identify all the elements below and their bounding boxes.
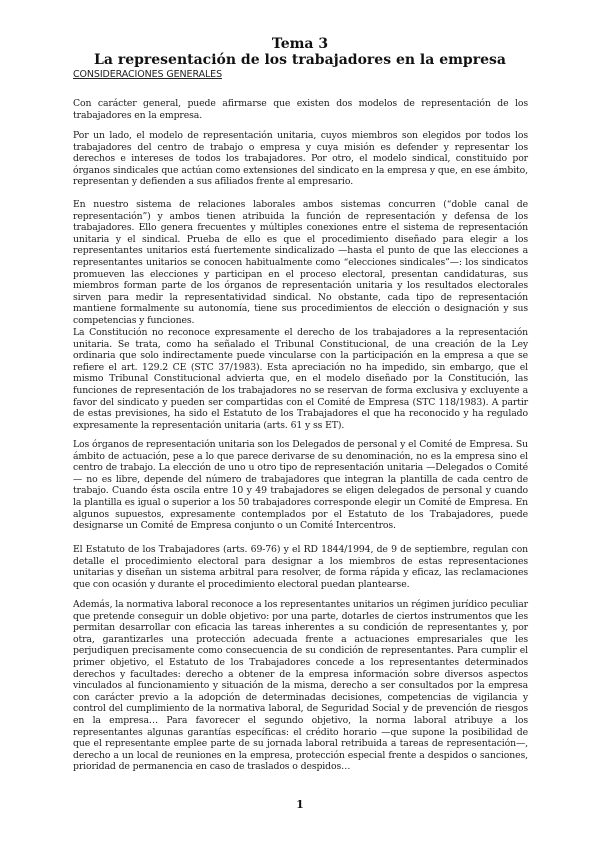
paragraph: Por un lado, el modelo de representación unitaria, cuyos miembros son elegidos por todos los trabajadores del centro de trabajo o empresa y cuya misión es defender y representar los derechos e intereses de todos los trabajadores. Por otro, el modelo sindical, constituido por órganos sindicales que actúan como extensiones del sindicato en la empresa y que, en ese ámbito, representan y defienden a sus afiliados frente al empresario.	[73, 130, 528, 188]
document-title-line2: La representación de los trabajadores en la empresa	[94, 52, 506, 68]
page-number: 1	[296, 798, 304, 811]
paragraph: Con carácter general, puede afirmarse que existen dos modelos de representación de los trabajadores en la empresa.	[73, 98, 528, 121]
paragraph: La Constitución no reconoce expresamente el derecho de los trabajadores a la representación unitaria. Se trata, como ha señalado el Tribunal Constitucional, de una creación de la Ley ordinaria que solo indirectamente puede vincularse con la participación en la empresa a que se refiere el art. 129.2 CE (STC 37/1983). Esta apreciación no ha impedido, sin embargo, que el mismo Tribunal Constitucional advierta que, en el modelo diseñado por la Constitución, las funciones de representación de los trabajadores no se reservan de forma exclusiva y excluyente a favor del sindicato y pueden ser compartidas con el Comité de Empresa (STC 118/1983). A partir de estas previsiones, ha sido el Estatuto de los Trabajadores el que ha reconocido y ha regulado expresamente la representación unitaria (arts. 61 y ss ET).	[73, 327, 528, 431]
section-heading: CONSIDERACIONES GENERALES	[73, 69, 222, 80]
paragraph: Además, la normativa laboral reconoce a los representantes unitarios un régimen jurídico peculiar que pretende conseguir un doble objetivo: por una parte, dotarles de ciertos instrumentos que les permitan desarrollar con eficacia las tareas inherentes a su condición de representantes y, por otra, garantizarles una protección adecuada frente a actuaciones empresariales que les perjudiquen precisamente como consecuencia de su condición de representantes. Para cumplir el primer objetivo, el Estatuto de los Trabajadores concede a los representantes determinados derechos y facultades: derecho a obtener de la empresa información sobre diversos aspectos vinculados al funcionamiento y situación de la misma, derecho a ser consultados por la empresa con carácter previo a la adopción de determinadas decisiones, competencias de vigilancia y control del cumplimiento de la normativa laboral, de Seguridad Social y de prevención de riesgos en la empresa… Para favorecer el segundo objetivo, la norma laboral atribuye a los representantes algunas garantías específicas: el crédito horario —que supone la posibilidad de que el representante emplee parte de su jornada laboral retribuida a tareas de representación—, derecho a un local de reuniones en la empresa, protección especial frente a despidos o sanciones, prioridad de permanencia en caso de traslados o despidos…	[73, 599, 528, 773]
paragraph: El Estatuto de los Trabajadores (arts. 69-76) y el RD 1844/1994, de 9 de septiembre, regulan con detalle el procedimiento electoral para designar a los miembros de estas representaciones unitarias y diseñan un sistema arbitral para resolver, de forma rápida y eficaz, las reclamaciones que con ocasión y durante el procedimiento electoral puedan plantearse.	[73, 544, 528, 590]
paragraph: En nuestro sistema de relaciones laborales ambos sistemas concurren (“doble canal de representación”) y ambos tienen atribuida la función de representación y defensa de los trabajadores. Ello genera frecuentes y múltiples conexiones entre el sistema de representación unitaria y el sindical. Prueba de ello es que el procedimiento diseñado para elegir a los representantes unitarios está fuertemente sindicalizado —hasta el punto de que las elecciones a representantes unitarios se conocen habitualmente como “elecciones sindicales”—: los sindicatos promueven las elecciones y participan en el proceso electoral, presentan candidaturas, sus miembros forman parte de los órganos de representación unitaria y los resultados electorales sirven para medir la representatividad sindical. No obstante, cada tipo de representación mantiene formalmente su autonomía, tiene sus procedimientos de elección o designación y sus competencias y funciones.	[73, 199, 528, 326]
paragraph: Los órganos de representación unitaria son los Delegados de personal y el Comité de Empresa. Su ámbito de actuación, pese a lo que parece derivarse de su denominación, no es la empresa sino el centro de trabajo. La elección de uno u otro tipo de representación unitaria —Delegados o Comité— no es libre, depende del número de trabajadores que integran la plantilla de cada centro de trabajo. Cuando ésta oscila entre 10 y 49 trabajadores se eligen delegados de personal y cuando la plantilla es igual o superior a los 50 trabajadores corresponde elegir un Comité de Empresa. En algunos supuestos, expresamente contemplados por el Estatuto de los Trabajadores, puede designarse un Comité de Empresa conjunto o un Comité Intercentros.	[73, 439, 528, 532]
document-title-line1: Tema 3	[271, 36, 329, 52]
